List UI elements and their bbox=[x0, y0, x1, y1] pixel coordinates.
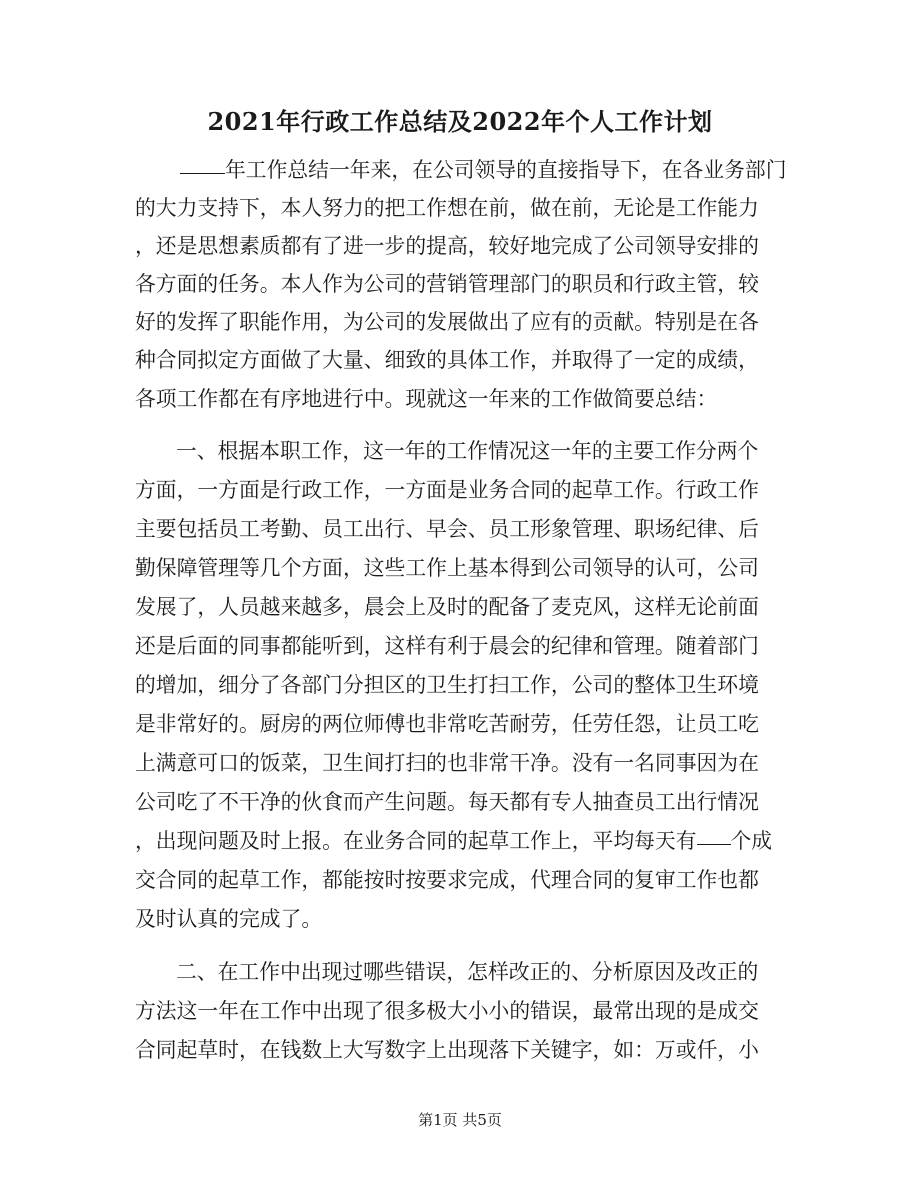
text-run: 年工作总结一年来，在公司领导的直接指导下，在各业务部门 bbox=[225, 158, 787, 182]
paragraph-line: 好的发挥了职能作用，为公司的发展做出了应有的贡献。特别是在各 bbox=[135, 310, 759, 334]
paragraph-line: 公司吃了不干净的伙食而产生问题。每天都有专人抽查员工出行情况 bbox=[135, 790, 759, 814]
paragraph-line bbox=[135, 826, 920, 856]
paragraph-line: 还是后面的同事都能听到，这样有利于晨会的纪律和管理。随着部门 bbox=[135, 634, 759, 658]
page-number: 第1页 共5页 bbox=[418, 1111, 502, 1129]
paragraph-line: ，还是思想素质都有了进一步的提高，较好地完成了公司领导安排的 bbox=[135, 234, 759, 258]
paragraph-line: 合同起草时，在钱数上大写数字上出现落下关键字，如：万或仟，小 bbox=[135, 1038, 759, 1062]
paragraph-line: 主要包括员工考勤、员工出行、早会、员工形象管理、职场纪律、后 bbox=[135, 517, 759, 541]
document-title: 2021年行政工作总结及2022年个人工作计划 bbox=[207, 107, 713, 136]
text-run: ，出现问题及时上报。在业务合同的起草工作上，平均每天有 bbox=[135, 829, 697, 853]
paragraph-line: 及时认真的完成了。 bbox=[135, 907, 323, 931]
paragraph-line: 的增加，细分了各部门分担区的卫生打扫工作，公司的整体卫生环境 bbox=[135, 673, 759, 697]
paragraph-line: 二、在工作中出现过哪些错误，怎样改正的、分析原因及改正的 bbox=[176, 960, 759, 984]
paragraph-line: 交合同的起草工作，都能按时按要求完成，代理合同的复审工作也都 bbox=[135, 868, 759, 892]
paragraph-line bbox=[180, 155, 920, 185]
paragraph-line: 上满意可口的饭菜，卫生间打扫的也非常干净。没有一名同事因为在 bbox=[135, 751, 759, 775]
paragraph-line: 发展了，人员越来越多，晨会上及时的配备了麦克风，这样无论前面 bbox=[135, 595, 759, 619]
paragraph-line: 方法这一年在工作中出现了很多极大小小的错误，最常出现的是成交 bbox=[135, 999, 759, 1023]
fill-in-blank bbox=[697, 826, 731, 845]
paragraph-line: 各方面的任务。本人作为公司的营销管理部门的职员和行政主管，较 bbox=[135, 272, 759, 296]
paragraph-line: 的大力支持下，本人努力的把工作想在前，做在前，无论是工作能力 bbox=[135, 196, 759, 220]
fill-in-blank bbox=[180, 155, 225, 174]
paragraph-line: 勤保障管理等几个方面，这些工作上基本得到公司领导的认可，公司 bbox=[135, 556, 759, 580]
paragraph-line: 种合同拟定方面做了大量、细致的具体工作，并取得了一定的成绩， bbox=[135, 348, 759, 372]
text-run: 个成 bbox=[730, 829, 773, 853]
paragraph-line: 各项工作都在有序地进行中。现就这一年来的工作做简要总结： bbox=[135, 387, 718, 411]
paragraph-line: 是非常好的。厨房的两位师傅也非常吃苦耐劳，任劳任怨，让员工吃 bbox=[135, 712, 759, 736]
paragraph-line: 一、根据本职工作，这一年的工作情况这一年的主要工作分两个 bbox=[176, 439, 759, 463]
paragraph-line: 方面，一方面是行政工作，一方面是业务合同的起草工作。行政工作 bbox=[135, 478, 759, 502]
